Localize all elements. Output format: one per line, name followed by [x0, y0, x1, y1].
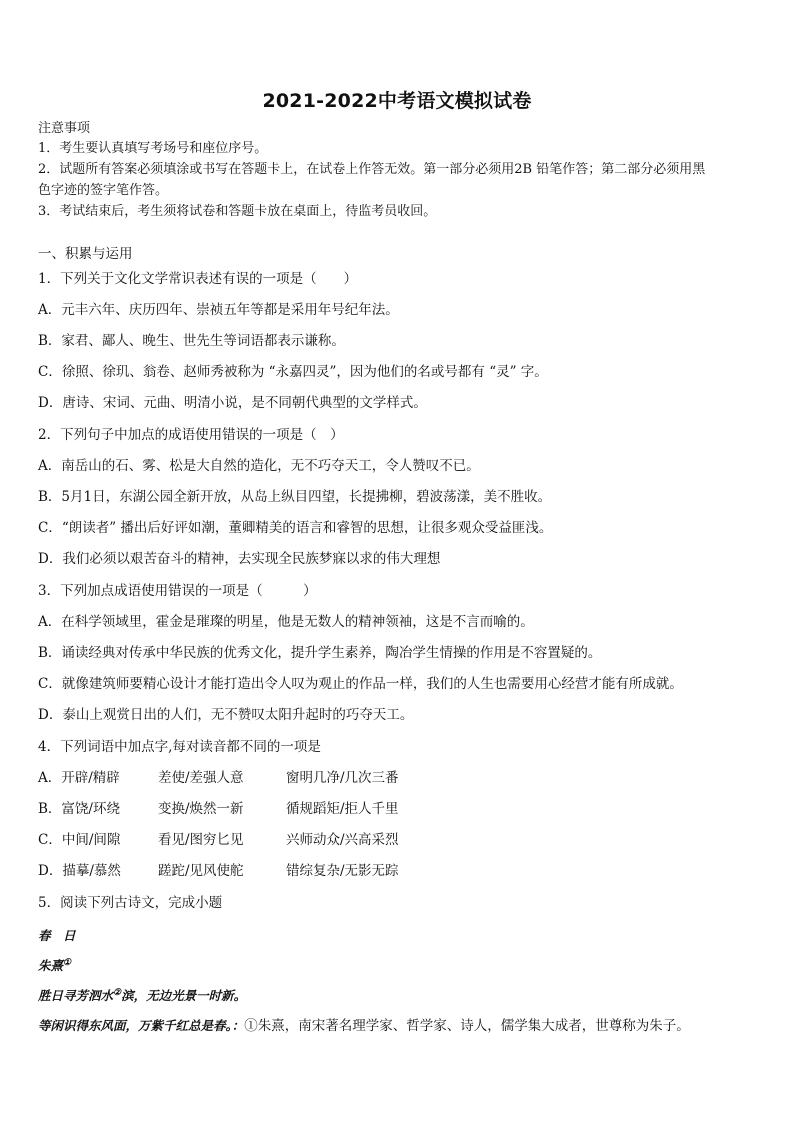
- q4-option-a-word3: 窗明几净/几次三番: [286, 770, 399, 786]
- q4-option-c-word3: 兴师动众/兴高采烈: [286, 832, 399, 848]
- q4-stem: 4．下列词语中加点字,每对读音都不同的一项是: [38, 739, 321, 755]
- q5-stem: 5．阅读下列古诗文，完成小题: [38, 895, 223, 911]
- q2-option-d: D．我们必须以艰苦奋斗的精神，去实现全民族梦寐以求的伟大理想: [38, 551, 441, 567]
- poem-line-2-text: 等闲识得东风面，万紫千红总是春。：: [38, 1018, 245, 1033]
- q3-option-b: B．诵读经典对传承中华民族的优秀文化，提升学生素养，陶冶学生情操的作用是不容置疑的。: [38, 645, 602, 661]
- poem-line-2: [38, 1017, 690, 1035]
- q4-option-c-label: C．中间/间隙: [38, 832, 121, 848]
- q3-option-d: D．泰山上观赏日出的人们，无不赞叹太阳升起时的巧夺天工。: [38, 707, 414, 723]
- notice-item-2-cont: 色字迹的签字笔作答。: [38, 183, 169, 198]
- q4-option-d-word3: 错综复杂/无影无踪: [286, 863, 399, 879]
- poem-line-1-part1: 胜日寻芳泗水: [38, 988, 114, 1003]
- notice-item-2: 2．试题所有答案必须填涂或书写在答题卡上，在试卷上作答无效。第一部分必须用2B 铅笔作答；第二部分必须用黑: [38, 162, 706, 177]
- q2-stem: 2．下列句子中加点的成语使用错误的一项是（ ）: [38, 427, 344, 443]
- q2-option-b: B．5月1日，东湖公园全新开放，从岛上纵目四望，长提拂柳，碧波荡漾，美不胜收。: [38, 489, 552, 505]
- poem-author: [38, 957, 71, 975]
- author-footnote-mark: ①: [63, 957, 72, 968]
- poem-title: 春 日: [38, 928, 76, 943]
- q4-option-b-label: B．富饶/环绕: [38, 801, 120, 817]
- q4-option-b-word2: 变换/焕然一新: [158, 801, 244, 817]
- poem-author-name: 朱熹: [38, 958, 64, 973]
- q4-option-d-label: D．描摹/慕然: [38, 863, 121, 879]
- q3-option-a: A．在科学领域里，霍金是璀璨的明星，他是无数人的精神领袖，这是不言而喻的。: [38, 614, 534, 630]
- q4-option-d-word2: 蹉跎/见风使舵: [158, 863, 244, 879]
- q4-option-a-word2: 差使/差强人意: [158, 770, 244, 786]
- q1-option-d: D．唐诗、宋词、元曲、明清小说，是不同朝代典型的文学样式。: [38, 395, 427, 411]
- q2-option-a: A．南岳山的石、雾、松是大自然的造化，无不巧夺天工，令人赞叹不已。: [38, 458, 480, 474]
- page-title: 2021-2022中考语文模拟试卷: [262, 90, 532, 112]
- q1-option-c: C．徐照、徐玑、翁卷、赵师秀被称为 “永嘉四灵”，因为他们的名或号都有 “灵” 字。: [38, 364, 548, 380]
- q4-option-a-label: A．开辟/精辟: [38, 770, 120, 786]
- q3-option-c: C．就像建筑师要精心设计才能打造出令人叹为观止的作品一样，我们的人生也需要用心经营才能有所成就。: [38, 676, 683, 692]
- section-heading: 一、积累与运用: [38, 246, 133, 262]
- poem-line-1: [38, 987, 246, 1005]
- q4-option-b-word3: 循规蹈矩/拒人千里: [286, 801, 399, 817]
- author-footnote: ①朱熹，南宋著名理学家、哲学家、诗人，儒学集大成者，世尊称为朱子。: [244, 1018, 690, 1034]
- q2-option-c: C．“朗读者” 播出后好评如潮，董卿精美的语言和睿智的思想，让很多观众受益匪浅。: [38, 520, 553, 536]
- line1-footnote-mark: ②: [113, 987, 122, 998]
- q1-stem: 1．下列关于文化文学常识表述有误的一项是（ ）: [38, 271, 358, 287]
- q1-option-b: B．家君、鄙人、晚生、世先生等词语都表示谦称。: [38, 333, 345, 349]
- q1-option-a: A．元丰六年、庆历四年、崇祯五年等都是采用年号纪年法。: [38, 302, 399, 318]
- q4-option-c-word2: 看见/图穷匕见: [158, 832, 244, 848]
- notice-item-1: 1．考生要认真填写考场号和座位序号。: [38, 141, 268, 156]
- poem-line-1-part2: 滨，无边光景一时新。: [121, 988, 247, 1003]
- notice-heading: 注意事项: [38, 121, 91, 136]
- notice-item-3: 3．考试结束后，考生须将试卷和答题卡放在桌面上，待监考员收回。: [38, 204, 437, 219]
- q3-stem: 3．下列加点成语使用错误的一项是（ ）: [38, 583, 317, 599]
